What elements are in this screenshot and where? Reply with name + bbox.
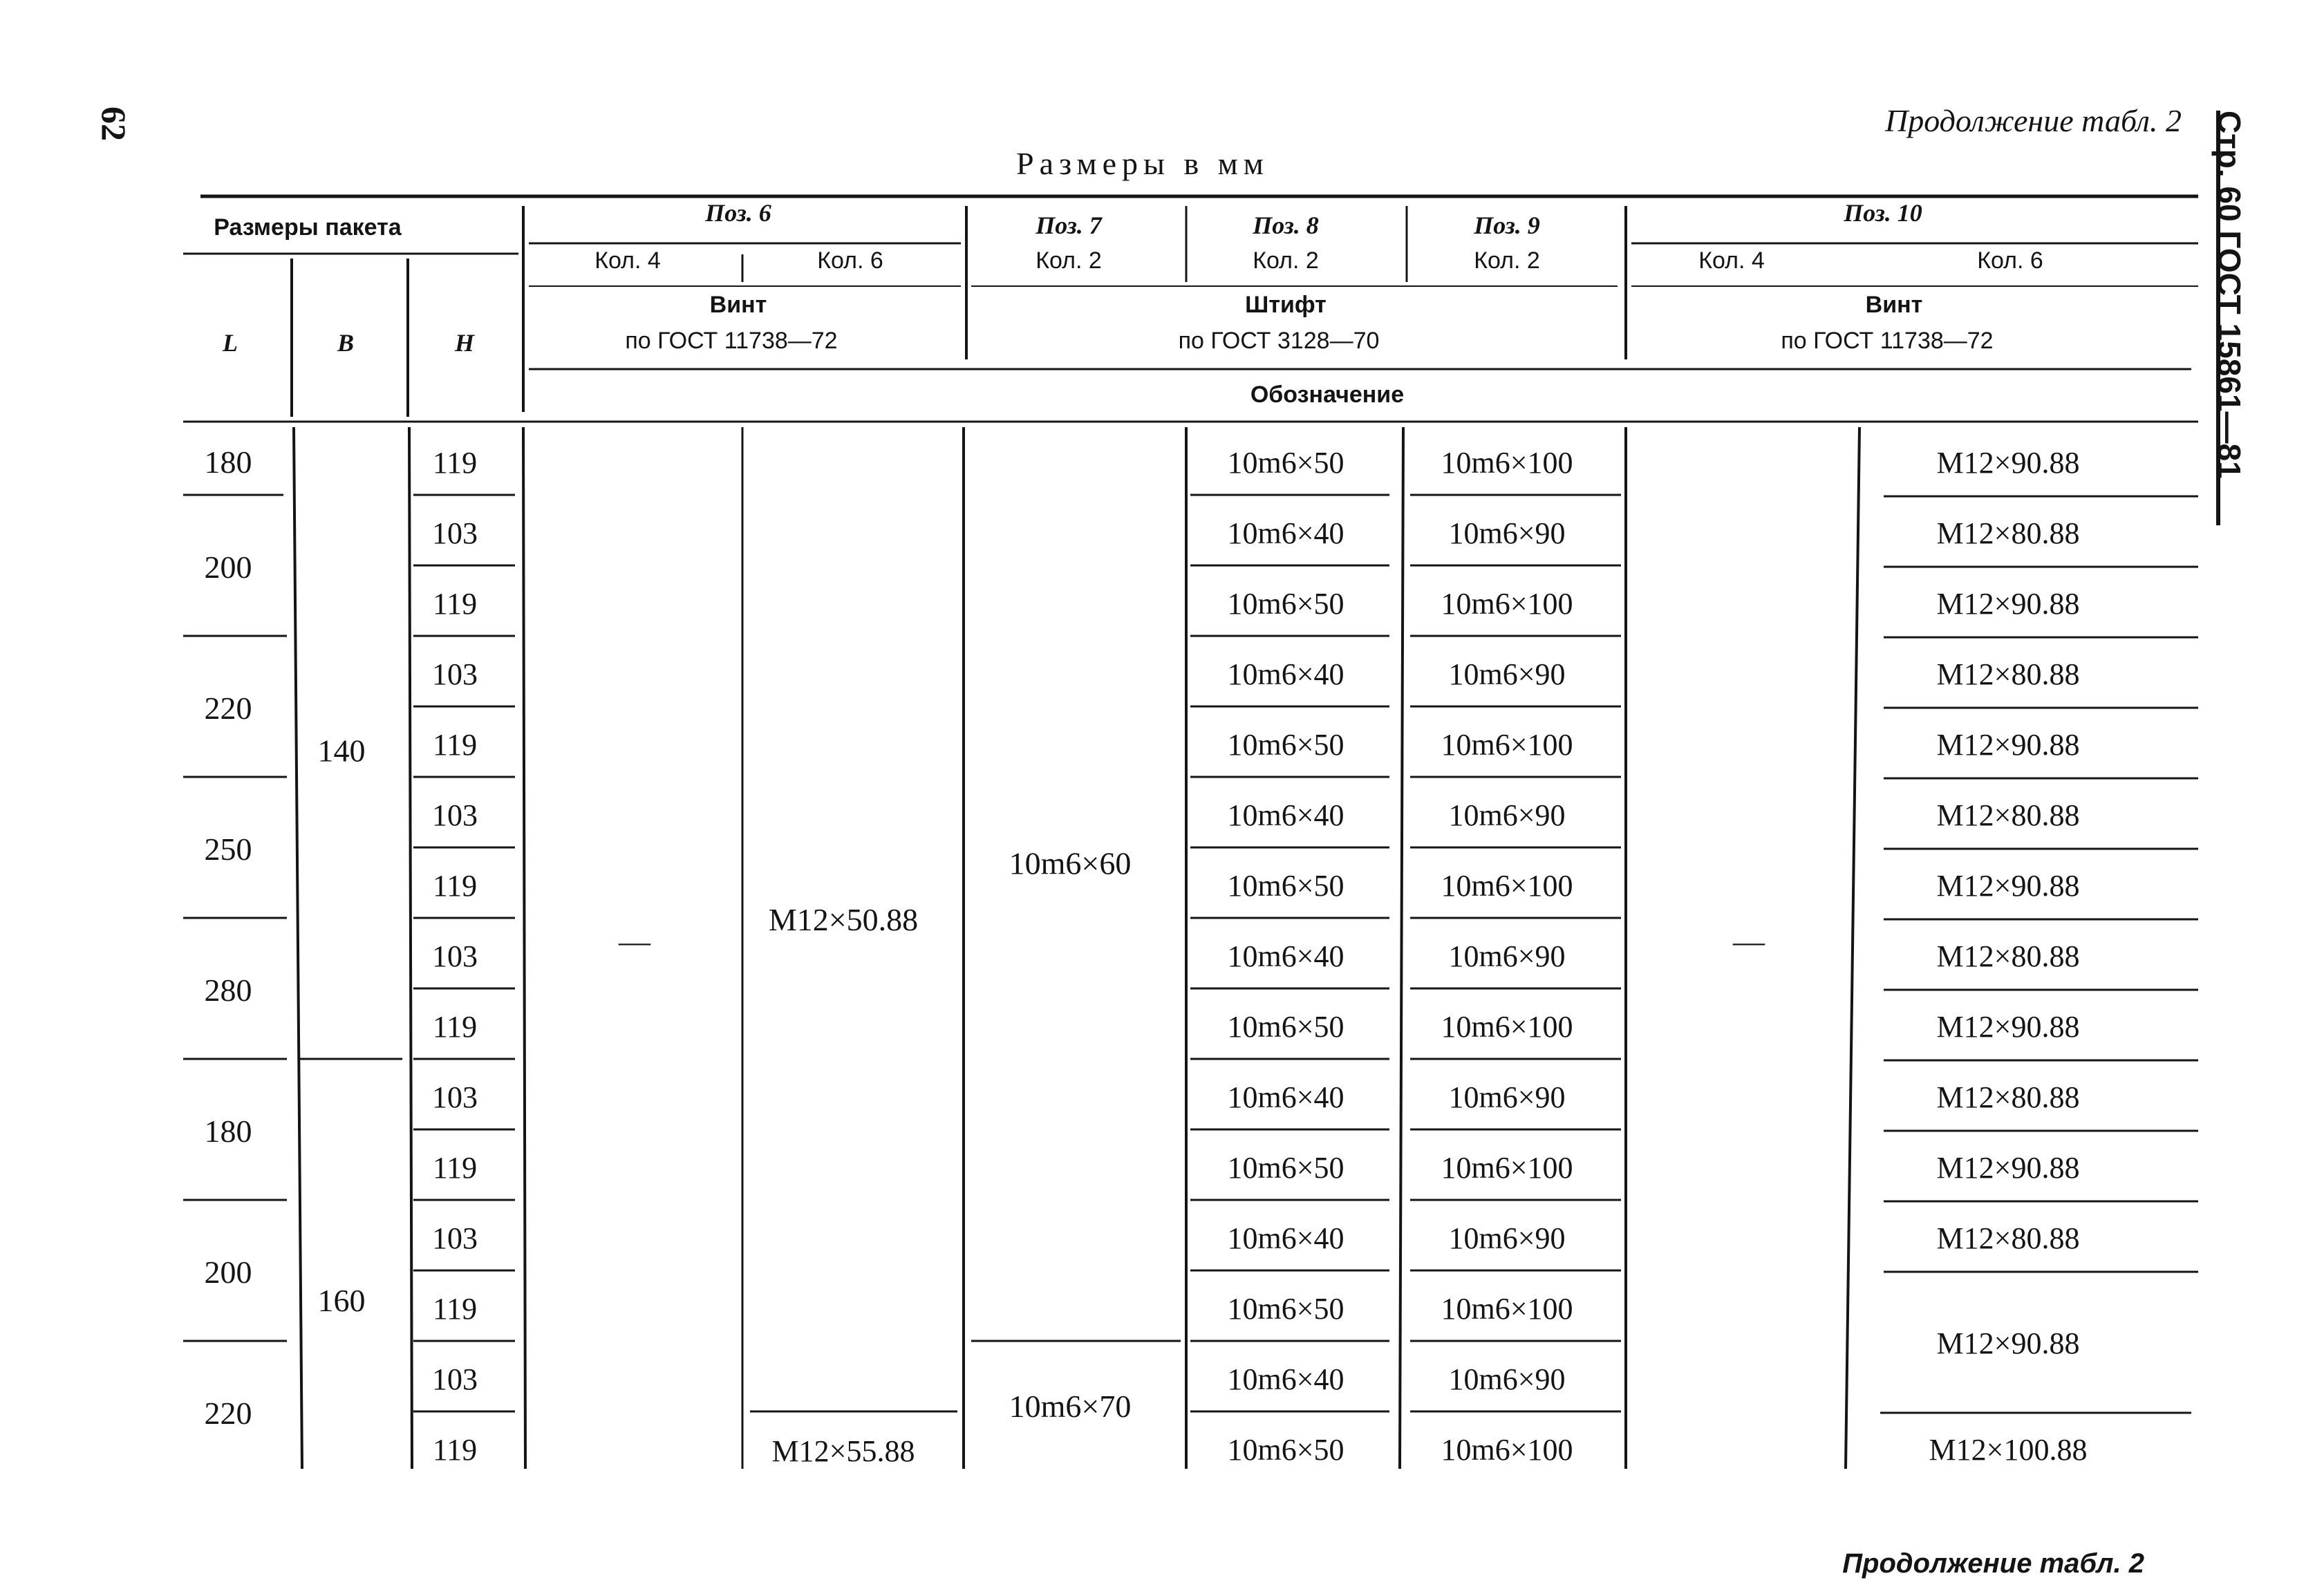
cell-pos7: 10m6×70 — [1009, 1389, 1132, 1424]
cell-pos10-kol6: M12×90.88 — [1936, 1151, 2080, 1185]
cell-pos9: 10m6×100 — [1441, 1151, 1573, 1185]
cell-pos10-kol6: M12×90.88 — [1936, 1326, 2080, 1360]
cell-H: 103 — [432, 516, 478, 550]
cell-pos8: 10m6×50 — [1227, 587, 1344, 621]
body-divider-pos8-pos9 — [1400, 427, 1403, 1469]
header-pos10-vint: Винт — [1865, 292, 1923, 318]
cell-pos10-kol6: M12×90.88 — [1936, 446, 2080, 480]
header-pos7: Поз. 7 — [1036, 212, 1102, 239]
cell-H: 103 — [432, 798, 478, 832]
cell-L: 180 — [204, 444, 252, 480]
cell-H: 119 — [432, 869, 478, 903]
cell-pos6-kol4: — — [619, 923, 650, 959]
cell-H: 119 — [432, 1151, 478, 1185]
cell-B: 140 — [317, 733, 366, 769]
cell-H: 103 — [432, 939, 478, 973]
side-label-text: Стр. 60 ГОСТ 15861—81 — [2211, 111, 2247, 479]
cell-pos8: 10m6×40 — [1227, 798, 1344, 832]
header-col-L: L — [223, 329, 238, 357]
cell-L: 200 — [204, 550, 252, 585]
cell-pos10-kol4: — — [1733, 923, 1765, 959]
cell-pos8: 10m6×50 — [1227, 869, 1344, 903]
header-pos7-kol2: Кол. 2 — [1036, 247, 1102, 274]
header-pos6-gost: по ГОСТ 11738—72 — [625, 328, 838, 354]
cell-pos8: 10m6×50 — [1227, 1433, 1344, 1467]
cell-pos8: 10m6×50 — [1227, 728, 1344, 762]
cell-pos10-kol6: M12×90.88 — [1936, 869, 2080, 903]
cell-pos9: 10m6×100 — [1441, 1433, 1573, 1467]
cell-H: 119 — [432, 1292, 478, 1326]
cell-H: 119 — [432, 587, 478, 621]
header-pos10-gost: по ГОСТ 11738—72 — [1781, 328, 1994, 354]
header-pos10: Поз. 10 — [1844, 199, 1922, 227]
cell-L: 220 — [204, 691, 252, 726]
cell-pos9: 10m6×90 — [1448, 657, 1566, 691]
body-divider-pos10-kol — [1846, 427, 1859, 1469]
header-pos6-vint: Винт — [709, 292, 767, 318]
table-header — [214, 199, 2043, 408]
header-pos789-shtift: Штифт — [1245, 292, 1327, 318]
continuation-caption-top: Продолжение табл. 2 — [1885, 103, 2182, 138]
cell-pos10-kol6: M12×80.88 — [1936, 1080, 2080, 1114]
cell-pos9: 10m6×90 — [1448, 516, 1566, 550]
cell-pos10-kol6: M12×100.88 — [1929, 1433, 2088, 1467]
cell-pos9: 10m6×90 — [1448, 1221, 1566, 1255]
header-package-sizes: Размеры пакета — [214, 214, 402, 241]
cell-pos9: 10m6×100 — [1441, 1010, 1573, 1044]
cell-pos9: 10m6×100 — [1441, 869, 1573, 903]
cell-L: 220 — [204, 1396, 252, 1431]
cell-pos10-kol6: M12×90.88 — [1936, 1010, 2080, 1044]
header-pos6-kol4: Кол. 4 — [594, 247, 661, 274]
cell-H: 119 — [432, 728, 478, 762]
cell-pos8: 10m6×40 — [1227, 1080, 1344, 1114]
cell-pos9: 10m6×90 — [1448, 1080, 1566, 1114]
body-divider-B-H — [409, 427, 412, 1469]
cell-H: 119 — [432, 446, 478, 480]
header-pos6-kol6: Кол. 6 — [817, 247, 883, 274]
cell-pos8: 10m6×50 — [1227, 1151, 1344, 1185]
header-pos789-gost: по ГОСТ 3128—70 — [1178, 328, 1380, 354]
cell-L: 280 — [204, 973, 252, 1008]
cell-pos9: 10m6×100 — [1441, 446, 1573, 480]
cell-pos6-kol6: M12×55.88 — [771, 1434, 915, 1468]
cell-H: 103 — [432, 657, 478, 691]
header-pos10-kol6: Кол. 6 — [1977, 247, 2043, 274]
cell-pos10-kol6: M12×80.88 — [1936, 939, 2080, 973]
cell-L: 180 — [204, 1114, 252, 1149]
header-pos9: Поз. 9 — [1474, 212, 1540, 239]
cell-pos9: 10m6×100 — [1441, 1292, 1573, 1326]
cell-pos9: 10m6×90 — [1448, 939, 1566, 973]
cell-L: 250 — [204, 832, 252, 867]
cell-pos8: 10m6×50 — [1227, 446, 1344, 480]
table-body — [205, 444, 2088, 1468]
cell-pos8: 10m6×40 — [1227, 939, 1344, 973]
cell-pos9: 10m6×90 — [1448, 1362, 1566, 1396]
cell-pos10-kol6: M12×80.88 — [1936, 1221, 2080, 1255]
cell-pos9: 10m6×90 — [1448, 798, 1566, 832]
cell-L: 200 — [204, 1255, 252, 1290]
cell-pos10-kol6: M12×80.88 — [1936, 798, 2080, 832]
body-divider-L-B — [294, 427, 302, 1469]
header-col-H: H — [454, 329, 475, 357]
cell-pos8: 10m6×40 — [1227, 1221, 1344, 1255]
cell-pos10-kol6: M12×90.88 — [1936, 587, 2080, 621]
header-pos8-kol2: Кол. 2 — [1253, 247, 1319, 274]
header-designation: Обозначение — [1250, 382, 1405, 408]
body-divider-H-pos6 — [523, 427, 525, 1469]
units-caption: Размеры в мм — [1016, 146, 1269, 181]
header-pos8: Поз. 8 — [1253, 212, 1319, 239]
header-pos10-kol4: Кол. 4 — [1698, 247, 1765, 274]
continuation-caption-bottom: Продолжение табл. 2 — [1842, 1548, 2144, 1579]
cell-pos10-kol6: M12×90.88 — [1936, 728, 2080, 762]
cell-H: 103 — [432, 1221, 478, 1255]
cell-H: 119 — [432, 1433, 478, 1467]
cell-pos8: 10m6×50 — [1227, 1010, 1344, 1044]
cell-pos10-kol6: M12×80.88 — [1936, 657, 2080, 691]
cell-H: 103 — [432, 1080, 478, 1114]
cell-H: 103 — [432, 1362, 478, 1396]
cell-H: 119 — [432, 1010, 478, 1044]
table-rules — [183, 196, 2198, 1469]
cell-pos9: 10m6×100 — [1441, 728, 1573, 762]
cell-pos9: 10m6×100 — [1441, 587, 1573, 621]
header-col-B: B — [337, 329, 355, 357]
cell-pos6-kol6: M12×50.88 — [768, 902, 919, 938]
cell-pos8: 10m6×40 — [1227, 657, 1344, 691]
header-pos6: Поз. 6 — [705, 199, 771, 227]
cell-pos8: 10m6×40 — [1227, 516, 1344, 550]
cell-pos8: 10m6×50 — [1227, 1292, 1344, 1326]
header-pos9-kol2: Кол. 2 — [1474, 247, 1540, 274]
cell-pos7: 10m6×60 — [1009, 845, 1132, 881]
cell-pos10-kol6: M12×80.88 — [1936, 516, 2080, 550]
page-number: 62 — [95, 106, 133, 141]
cell-pos8: 10m6×40 — [1227, 1362, 1344, 1396]
cell-B: 160 — [317, 1283, 366, 1318]
